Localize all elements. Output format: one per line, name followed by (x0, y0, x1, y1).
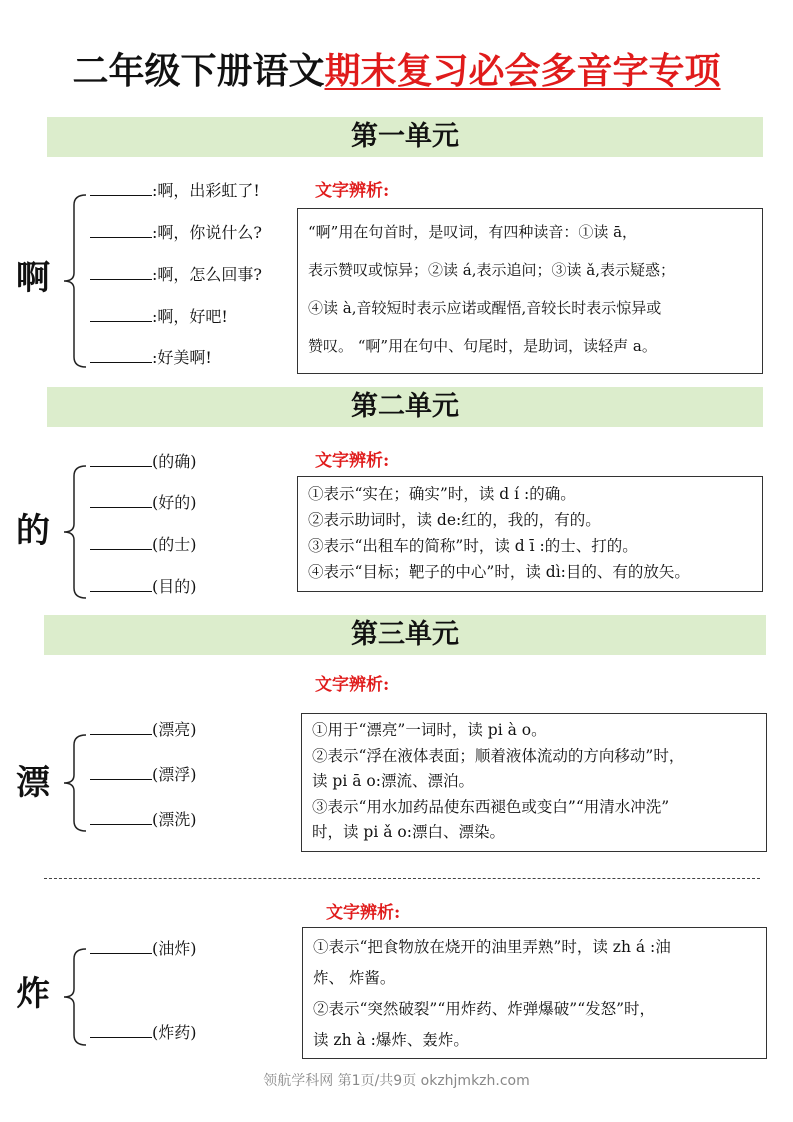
fill-item: :好美啊! (90, 346, 212, 369)
title-black: 二年级下册语文 (72, 51, 325, 92)
fill-item: :啊，怎么回事? (90, 263, 262, 286)
fill-item: (的士) (90, 533, 197, 556)
answer-blank[interactable] (90, 937, 152, 954)
analysis-label: 文字辨析: (315, 675, 390, 695)
fill-item: :啊，出彩虹了! (90, 179, 260, 202)
polyphone-char-a: 啊 (16, 258, 50, 298)
dashed-divider (44, 878, 760, 879)
answer-blank[interactable] (90, 763, 152, 780)
page-title (0, 48, 793, 96)
analysis-label: 文字辨析: (326, 903, 401, 923)
fill-item: (炸药) (90, 1021, 197, 1044)
brace-bracket (56, 193, 90, 369)
answer-blank[interactable] (90, 263, 152, 280)
answer-blank[interactable] (90, 808, 152, 825)
unit-header-2: 第二单元 (47, 387, 763, 427)
title-red: 期末复习必会多音字专项 (324, 51, 721, 92)
fill-item: (好的) (90, 491, 197, 514)
answer-blank[interactable] (90, 718, 152, 735)
answer-blank[interactable] (90, 533, 152, 550)
polyphone-char-zha: 炸 (16, 974, 50, 1014)
polyphone-char-piao: 漂 (16, 763, 50, 803)
answer-blank[interactable] (90, 575, 152, 592)
fill-item: (漂洗) (90, 808, 197, 831)
fill-item: (目的) (90, 575, 197, 598)
page-footer: 领航学科网 第1页/共9页 okzhjmkzh.com (263, 1073, 530, 1089)
answer-blank[interactable] (90, 346, 152, 363)
answer-blank[interactable] (90, 305, 152, 322)
answer-blank[interactable] (90, 221, 152, 238)
answer-blank[interactable] (90, 450, 152, 467)
brace-bracket (56, 464, 90, 602)
analysis-box: ①表示“实在；确实”时，读 d í :的确。 ②表示助词时，读 de:红的，我的，有的。 ③表示“出租车的简称”时，读 d ī :的士、打的。 ④表示“目标；靶子的中心”时，读 dì:目的、有的放矢。 (297, 476, 763, 592)
answer-blank[interactable] (90, 179, 152, 196)
fill-item: (油炸) (90, 937, 197, 960)
unit-header-3: 第三单元 (44, 615, 766, 655)
fill-item: (的确) (90, 450, 197, 473)
brace-bracket (56, 733, 90, 833)
analysis-box: ①表示“把食物放在烧开的油里弄熟”时，读 zh á :油 炸、 炸酱。 ②表示“突然破裂”“用炸药、炸弹爆破”“发怒”时， 读 zh à :爆炸、轰炸。 (302, 927, 767, 1059)
answer-blank[interactable] (90, 491, 152, 508)
fill-item: :啊，好吧! (90, 305, 228, 328)
analysis-box: ①用于“漂亮”一词时，读 pi à o。 ②表示“浮在液体表面；顺着液体流动的方向移动”时， 读 pi ā o:漂流、漂泊。 ③表示“用水加药品使东西褪色或变白”“用清水冲洗” 时，读 pi ǎ o:漂白、漂染。 (301, 713, 767, 852)
analysis-box: “啊”用在句首时，是叹词，有四种读音：①读 ā， 表示赞叹或惊异；②读 á,表示追问；③读 ǎ,表示疑惑； ④读 à,音较短时表示应诺或醒悟,音较长时表示惊异或 赞叹。 “啊”用在句中、句尾时，是助词，读轻声 a。 (297, 208, 763, 374)
analysis-label: 文字辨析: (315, 451, 390, 471)
fill-item: (漂亮) (90, 718, 197, 741)
answer-blank[interactable] (90, 1021, 152, 1038)
fill-item: (漂浮) (90, 763, 197, 786)
polyphone-char-de: 的 (16, 511, 50, 551)
unit-header-1: 第一单元 (47, 117, 763, 157)
fill-item: :啊，你说什么? (90, 221, 262, 244)
analysis-label: 文字辨析: (315, 181, 390, 201)
brace-bracket (56, 947, 90, 1047)
